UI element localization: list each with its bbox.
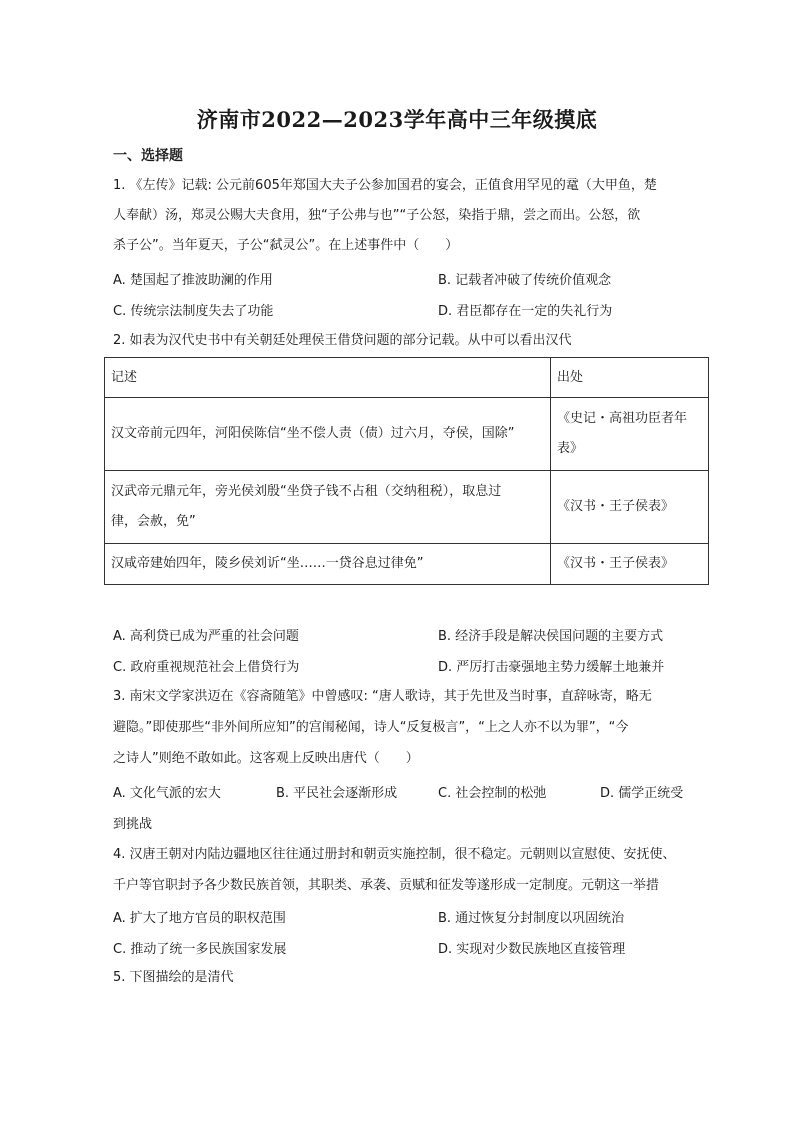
q2-option-b[interactable]: B. 经济手段是解决侯国问题的主要方式 [438, 629, 664, 644]
page-title: 济南市2022—2023学年高中三年级摸底 [196, 107, 598, 132]
q3-line-1: 3. 南宋文学家洪迈在《容斋随笔》中曾感叹: “唐人歌诗，其于先世及当时事，直辞咏寄，略无 [113, 689, 652, 704]
q1-line-3: 杀子公”。当年夏天，子公“弑灵公”。在上述事件中（ ） [113, 238, 459, 253]
q2-option-c[interactable]: C. 政府重视规范社会上借贷行为 [113, 660, 300, 675]
q3-option-d[interactable]: D. 儒学正统受 [600, 786, 684, 801]
q3-option-a[interactable]: A. 文化气派的宏大 [113, 786, 221, 801]
q3-line-2: 避隐。”即使那些“非外间所应知”的宫闱秘闻，诗人“反复极言”，“上之人亦不以为罪”，“今 [113, 720, 629, 735]
source-text-line: 表》 [557, 441, 584, 456]
q3-option-d-continuation: 到挑战 [113, 817, 153, 832]
record-text-line: 汉咸帝建始四年，陵乡侯刘䜣“坐……一贷谷息过律免” [111, 556, 424, 571]
source-text-line: 《汉书・王子侯表》 [557, 499, 675, 514]
table-cell-record [105, 544, 551, 585]
q5-stem: 5. 下图描绘的是清代 [113, 970, 234, 985]
q2-stem: 2. 如表为汉代史书中有关朝廷处理侯王借贷问题的部分记载。从中可以看出汉代 [113, 333, 572, 348]
section-heading: 一、选择题 [113, 148, 183, 164]
q1-option-a[interactable]: A. 楚国起了推波助澜的作用 [113, 273, 273, 288]
q3-option-c[interactable]: C. 社会控制的松弛 [438, 786, 547, 801]
source-text-line: 《汉书・王子侯表》 [557, 556, 675, 571]
table-row [105, 544, 709, 585]
q1-option-d[interactable]: D. 君臣都存在一定的失礼行为 [438, 304, 613, 319]
source-text-line: 《史记・高祖功臣者年 [557, 411, 688, 426]
q3-line-3: 之诗人”则绝不敢如此。这客观上反映出唐代（ ） [113, 751, 419, 766]
q4-option-b[interactable]: B. 通过恢复分封制度以巩固统治 [438, 911, 625, 926]
table-row [105, 398, 709, 471]
q2-option-d[interactable]: D. 严厉打击豪强地主势力缓解土地兼并 [438, 660, 665, 675]
q4-line-1: 4. 汉唐王朝对内陆边疆地区往往通过册封和朝贡实施控制，很不稳定。元朝则以宣慰使、安抚使、 [113, 847, 676, 862]
records-table [104, 357, 709, 585]
table-cell-source [551, 398, 709, 471]
table-cell-source [551, 544, 709, 585]
q4-option-d[interactable]: D. 实现对少数民族地区直接管理 [438, 942, 626, 957]
q2-option-a[interactable]: A. 高利贷已成为严重的社会问题 [113, 629, 299, 644]
q4-option-a[interactable]: A. 扩大了地方官员的职权范围 [113, 911, 286, 926]
q4-line-2: 千户等官职封予各少数民族首领，其职类、承袭、贡赋和征发等遂形成一定制度。元朝这一举措 [113, 878, 660, 893]
q3-option-b[interactable]: B. 平民社会逐渐形成 [276, 786, 398, 801]
q1-option-c[interactable]: C. 传统宗法制度失去了功能 [113, 304, 274, 319]
table-header-source: 出处 [551, 358, 709, 398]
table-cell-record [105, 398, 551, 471]
table-cell-record [105, 471, 551, 544]
q1-line-2: 人奉献）汤，郑灵公赐大夫食用，独“子公弗与也”“子公怒，染指于鼎，尝之而出。公怒，欲 [113, 208, 641, 223]
q1-option-b[interactable]: B. 记载者冲破了传统价值观念 [438, 273, 612, 288]
record-text-line: 律，会赦，免” [111, 514, 196, 529]
table-cell-source [551, 471, 709, 544]
q4-option-c[interactable]: C. 推动了统一多民族国家发展 [113, 942, 287, 957]
table-header-record: 记述 [105, 358, 551, 398]
table-header-row [105, 358, 709, 398]
record-text-line: 汉武帝元鼎元年，旁光侯刘殷“坐贷子钱不占租（交纳租税），取息过 [111, 484, 502, 499]
table-row [105, 471, 709, 544]
q1-line-1: 1. 《左传》记载: 公元前605年郑国大夫子公参加国君的宴会，正值食用罕见的鼋（大甲鱼，楚 [113, 178, 657, 193]
record-text-line: 汉文帝前元四年，河阳侯陈信“坐不偿人责（债）过六月，夺侯，国除” [111, 426, 515, 441]
